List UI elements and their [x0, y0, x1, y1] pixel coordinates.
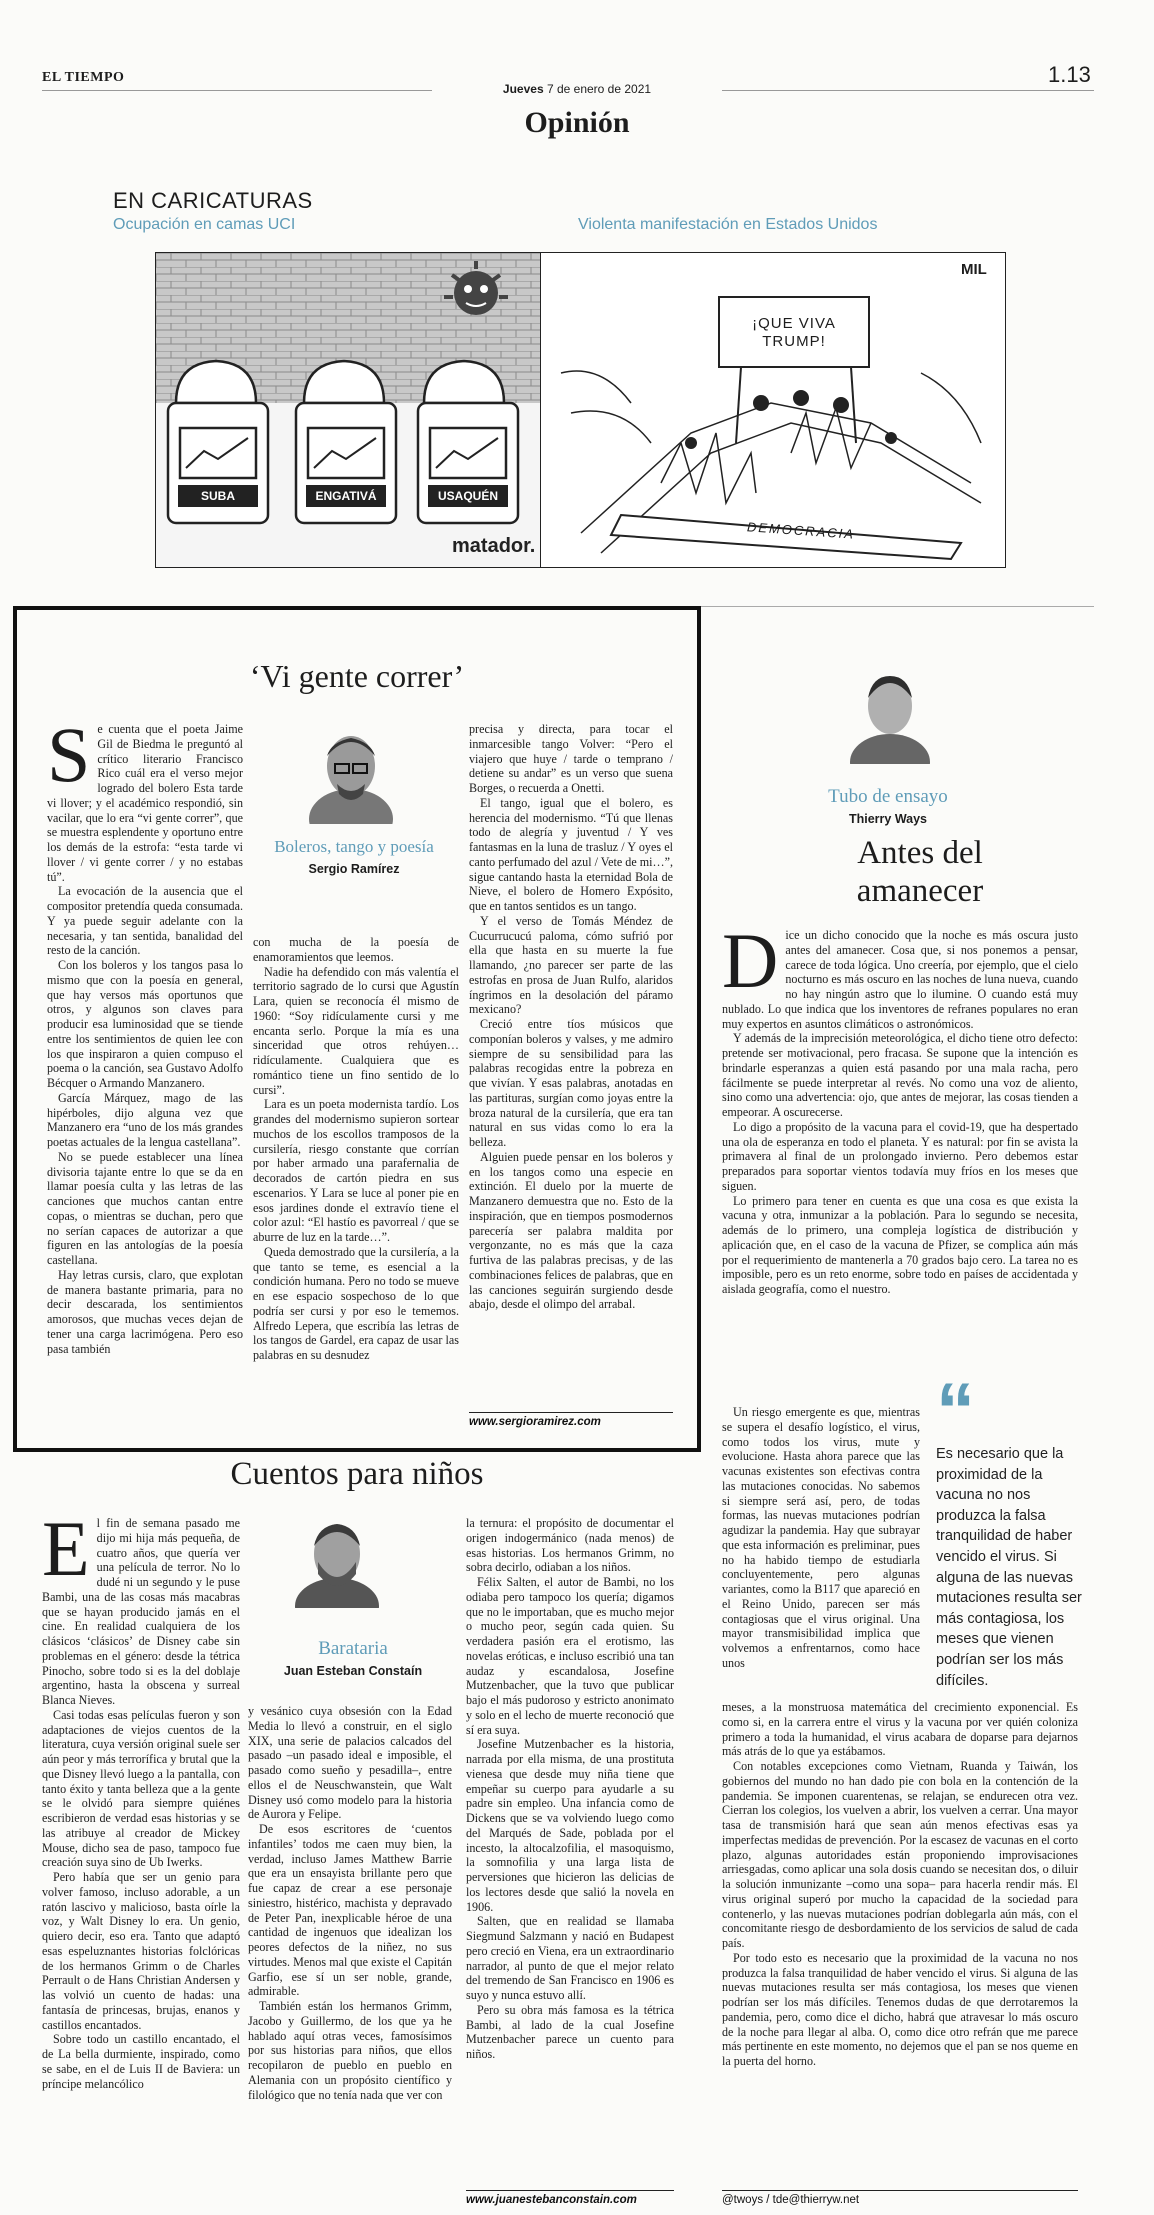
article1-author: Sergio Ramírez: [308, 862, 400, 876]
caption-left: Ocupación en camas UCI: [113, 216, 296, 233]
article3-web-rule: [722, 2190, 1078, 2191]
pull-quote-text: Es necesario que la proximidad de la vacuna no nos produzca la falsa tranquilidad de haber vencido el virus. Si alguna de las nuevas mutaciones resulta ser más contagiosa, los meses que vienen podrían ser los más difíciles.: [936, 1446, 1082, 1689]
article3-dropcap: D: [722, 917, 779, 1004]
pull-quote: [936, 1366, 1086, 1691]
article1-column-name: Boleros, tango y poesía: [274, 837, 434, 856]
article2-web-rule: [466, 2190, 674, 2191]
caption-right: Violenta manifestación en Estados Unidos: [578, 216, 878, 233]
article1-title: ‘Vi gente correr’: [249, 658, 465, 694]
article1-col3: precisa y directa, para tocar el inmarcesible tango Volver: “Pero el viajero que huye / tarde o temprano / detiene su andar” es un verso que suena Borges, o recuerda a Onetti. El tango, igual que el bolero, es herencia del modernismo. “Tú que llenas todo de alegría y juventud / Y ves fantasmas en la luna de trasluz / Y oyes el canto perfumado del azul / Vete de mi…”, sigue cantando hasta la eternidad Bola de Nieve, el bolero de Homero Expósito, que en tantos sentidos es un tango. Y el verso de Tomás Méndez de Cucurrucucú paloma, cómo sufrió por ella que hasta en su muerte la fue llamando, ¿no parecer ser parte de las estrofas en prosa de Juan Rulfo, alaridos íngrimos en la desolación del páramo mexicano? Creció entre tíos músicos que componían boleros y valses, y me admiro siempre de su sensibilidad para las palabras recogidas entre la pobreza en que vivían. Y esas palabras, anotadas en las partituras, surgían como joyas entre la broza natural de la cursilería, que era tan natural en sus vidas como lo era la belleza. Alguien puede pensar en los boleros y en los tangos como una especie en extinción. El duelo por la muerte de Manzanero demuestra que no. Esto de la inspiración, que en tiempos posmodernos parecería ser palabra maldita por vergonzante, no es más que la caza furtiva de las palabras precisas, y de las combinaciones felices de palabras, que en las canciones seguirán surgiendo desde abajo, desde el olimpo del arrabal.: [469, 722, 673, 1312]
paper-name: EL TIEMPO: [42, 70, 125, 85]
article3-title: Antes del amanecer: [856, 835, 984, 909]
page-date: Jueves 7 de enero de 2021: [502, 82, 652, 96]
democracia-ribbon: DEMOCRACIA: [746, 519, 856, 542]
article3-col-bottom: meses, a la monstruosa matemática del crecimiento exponencial. Es como si, en la carrera entre el virus y la vacuna por ver quién coloniza primero a toda la humanidad, el virus acabara de doparse para dejarnos más atrás de lo que ya estábamos. Con notables excepciones como Vietnam, Ruanda y Taiwán, los gobiernos del mundo no han dado pie con bola en la contención de la pandemia. Se imponen cuarentenas, se relajan, se endurecen otra vez. Cierran los colegios, los vuelven a abrir, los vuelven a cerrar. Una mayor tasa de transmisión hará que sean aún menos efectivas esas ya imperfectas medidas de prevención. Por la escasez de vacunas en el corto plazo, algunas autoridades están proponiendo improvisaciones arriesgadas, como aplicar una sola dosis cuando se necesitan dos, o diluir la solución inmunizante –como una sopa– para hacerla rendir más. El virus original superó por mucho la capacidad de la sociedad para contenerlo, y las nuevas mutaciones podrían doblegarla aún más, con el concomitante riesgo de desbordamiento de los servicios de salud de cada país. Por todo esto es necesario que la proximidad de la vacuna no nos produzca la falsa tranquilidad de haber vencido el virus. Si alguna de las nuevas mutaciones resulta ser más contagiosa, los meses que vienen podrían ser los más difíciles. Tenemos dudas de que derrotaremos la pandemia, pero, como dice el dicho, habrá que atravesar lo más oscuro de la noche para llegar al alba. O, como dice otro refrán que me parece más pertinente en este momento, no dejemos que el pan se nos queme en la puerta del horno.: [722, 1700, 1078, 2068]
article1-col1: S e cuenta que el poeta Jaime Gil de Biedma le preguntó al crítico literario Francisco Rico cuál era el verso mejor logrado del bolero Esta tarde vi llover; y el académico respondió, sin vacilar, que lo era “vi gente correr”, que se muestra esplendente y oportuno entre los demás de la estrofa: “esta tarde vi llover / vi gente correr / y no estabas tú”. La evocación de la ausencia que el compositor pretendía queda consumada. Y ya puede seguir adelante con la necesaria, y tan sentida, banalidad del resto de la canción. Con los boleros y los tangos pasa lo mismo que con la poesía en general, que hay versos más oportunos que otros, y algunos son claves para producir esa luminosidad que se tiende entre los sentimientos de quien lee con los que inspiraron a quien compuso el poema o la canción, sea Gustavo Adolfo Bécquer o Armando Manzanero. García Márquez, mago de las hipérboles, dijo alguna vez que Manzanero era “uno de los más grandes poetas actuales de la lengua castellana”. No se puede establecer una línea divisoria tajante entre lo que se da en llamar poesía culta y las letras de las canciones que muchos cantan entre copas, o mientras se duchan, pero que no serían capaces de autorizar a que figuren en las antologías de la poesía castellana. Hay letras cursis, claro, que explotan de manera bastante primaria, para no decir descarada, los sentimientos amorosos, que muchas veces dejan de tener una carga lacrimógena. Pero eso pasa también: [47, 711, 243, 1356]
article2-website-link[interactable]: www.juanestebanconstain.com: [466, 2194, 637, 2206]
article1-dropcap: S: [47, 711, 91, 798]
article1-website-link[interactable]: www.sergioramirez.com: [469, 1416, 601, 1428]
bed-label-usaquen: USAQUÉN: [437, 489, 498, 503]
author-photo-sergio: [307, 724, 395, 824]
article1-col2: con mucha de la poesía de enamoramientos que leemos. Nadie ha defendido con más valentía el territorio sagrado de lo cursi que Agustín Lara, quien se reconocía él mismo de 1960: “Soy ridículamente cursi y me encanta serlo. Porque la mía es una sinceridad que otros rehúyen… ridículamente. Cualquiera que es romántico tiene un fino sentido de lo cursi”. Lara es un poeta modernista tardío. Los grandes del modernismo supieron sortear muchos de los escollos tramposos de la cursilería, riesgo constante que corrían por haber armado una parafernalia de decorados de cartón piedra en sus escenarios. Y Lara se luce al poner pie en esos jardines donde el extravío tiene el color azul: “El hastío es pavorreal / que se aburre de luz en la tarde…”. Queda demostrado que la cursilería, a la que tanto se teme, es esencial a la condición humana. Pero no todo se mueve en ese espacio sospechoso de lo que podría ser cursi y por eso le tememos. Alfredo Lepera, que escribía las letras de los tangos de Gardel, era capaz de usar las palabras en su desnudez: [253, 935, 459, 1362]
author-photo-juan-esteban: [294, 1512, 380, 1608]
article1-web-rule: [469, 1412, 673, 1413]
section-title: Opinión: [524, 106, 630, 139]
quote-mark-icon: “: [936, 1366, 975, 1454]
bed-label-suba: SUBA: [200, 489, 235, 503]
article2-dropcap: E: [42, 1505, 90, 1592]
article2-column-name: Barataria: [318, 1638, 388, 1659]
article3-contact-link[interactable]: @twoys / tde@thierryw.net: [722, 2194, 860, 2206]
article2-col2: y vesánico cuya obsesión con la Edad Media lo llevó a construir, en el siglo XIX, una serie de palacios calcados del pasado –un pasado ideal e imposible, el pasado como sueño y pesadilla–, entre ellos el de Neuschwanstein, que Walt Disney usó como modelo para la historia de Aurora y Felipe. De esos escritores de ‘cuentos infantiles’ todos me caen muy bien, la verdad, incluso James Matthew Barrie que era un ensayista brillante pero que fue capaz de crear a ese personaje siniestro, histérico, machista y depravado de Peter Pan, inexplicable héroe de una cantidad de ingenuos que idealizan los peores defectos de la niñez, no sus virtudes. Menos mal que existe el Capitán Garfio, ese sí un ser noble, grande, admirable. También están los hermanos Grimm, Jacobo y Guillermo, de los que ya he hablado aquí otras veces, famosísimos por sus historias para niños, que ellos recopilaron de pueblo en pueblo en Alemania con un propósito científico y filológico que no tenía nada que ver con: [248, 1704, 452, 2102]
author-photo-thierry: [850, 664, 930, 764]
article3-col-mid: Un riesgo emergente es que, mientras se supera el desafío logístico, el virus, como todos los virus, mute y evolucione. Hasta ahora parece que las vacunas existentes son efectivas contra las mutaciones conocidas. No sabemos si siempre será así, pero, de todas formas, las nuevas mutaciones podrían agudizar la pandemia. Hay que subrayar que esta información es preliminar, pues no ha habido tiempo de estudiarla concluyentemente, pero algunas variantes, como la B117 que apareció en el Reino Unido, parecen ser más contagiosas que el virus original. Una mayor transmisibilidad implica que volvemos a enfrentarnos, como hace unos: [722, 1405, 920, 1670]
article3-author: Thierry Ways: [848, 812, 928, 826]
page-number: 1.13: [1048, 62, 1091, 87]
caricaturas-heading: EN CARICATURAS: [113, 188, 313, 213]
masthead-rule-right: [722, 90, 1094, 91]
bed-label-engativa: ENGATIVÁ: [315, 489, 377, 503]
article2-title: Cuentos para niños: [230, 1456, 484, 1492]
cartoonist-signature-left: matador.: [452, 535, 536, 557]
article2-col1: E l fin de semana pasado me dijo mi hija más pequeña, de cuatro años, que quería ver una película de terror. No lo dudé ni un segundo y le puse Bambi, una de las cosas más macabras que se hayan producido jamás en el cine. En realidad cualquiera de los clásicos ‘clásicos’ de Disney cabe sin problemas en el género: desde la tétrica Pinocho, sobre todo si es la del doblaje argentino, hasta la obscena y surreal Blanca Nieves. Casi todas esas películas fueron y son adaptaciones de viejos cuentos de la literatura, cuya versión original suele ser aún peor y más terrorífica y brutal que la que Disney llevó luego a la pantalla, con tanto éxito y tanta belleza que a la gente se le olvidó para siempre quiénes escribieron de verdad esas historias y se las atribuye al creador de Mickey Mouse, dicho sea de paso, tampoco fue creación suya sino de Ub Iwerks. Pero había que ser un genio para volver famoso, incluso adorable, a un ratón lascivo y malicioso, basta oírle la voz, y Walt Disney lo era. Un genio, quiero decir, eso era. Tanto que adaptó esas espeluznantes historias folclóricas de los hermanos Grimm o de Charles Perrault o de Hans Christian Andersen y las volvió un cuento de hadas: una fantasía de princesas, brujas, enanos y castillos encantados. Sobre todo un castillo encantado, el de La bella durmiente, inspirado, como se sabe, en el de Luis II de Baviera: un príncipe melancólico: [42, 1505, 240, 2091]
protest-sign-text: ¡QUE VIVA TRUMP!: [752, 315, 836, 350]
article3-col-top: D ice un dicho conocido que la noche es más oscura justo antes del amanecer. Cosa que, si nos ponemos a pensar, carece de toda lógica. Uno creería, por ejemplo, que el cielo nocturno es más oscuro en las noches de luna nueva, cuando no hay ningún astro que lo ilumine. O cuando está muy nublado. Lo que indica que los inventores de refranes populares no eran muy expertos en asuntos climáticos o astronómicos. Y además de la imprecisión meteorológica, el dicho tiene otro defecto: pretende ser motivacional, pero fracasa. Se supone que la intención es brindarle esperanzas a quien está pasando por una mala racha, pero fácilmente se puede interpretar al revés. No como una voz de aliento, sino como una advertencia: ojo, que antes de mejorar, las cosas tienden a empeorar. A oscurecerse. Lo digo a propósito de la vacuna para el covid-19, que ha despertado una ola de esperanza en todo el planeta. Y es natural: por fin se avista la primavera al final de un prolongado invierno. Pero debemos estar preparados para soportar vientos todavía muy fríos en los meses que siguen. Lo primero para tener en cuenta es que una cosa es que exista la vacuna y otra, inmunizar a la población. Para lo segundo se necesita, además de lo primero, una compleja logística de distribución y aplicación que, en el caso de la vacuna de Pfizer, se complica aún más por el requerimiento de mantenerla a 70 grados bajo cero. La tarea no es imposible, pero es un reto enorme, sobre todo en países de accidentada y aislada geografía, como el nuestro.: [722, 917, 1078, 1296]
cartoonist-signature-right: MIL: [961, 261, 987, 278]
cartoon-uci-beds: [155, 252, 541, 568]
article-vi-gente-correr: [13, 606, 701, 1452]
cartoon-capitol-riot: [540, 252, 1006, 568]
article3-column-name: Tubo de ensayo: [828, 786, 948, 807]
article2-author: Juan Esteban Constaín: [283, 1664, 423, 1678]
article2-col3: la ternura: el propósito de documentar el origen indogermánico (nada menos) de esas historias. Los hermanos Grimm, no sobra decirlo, odiaban a los niños. Félix Salten, el autor de Bambi, no los odiaba pero tampoco los quería; digamos que no le importaban, que es mucho mejor o mucho peor, según cada quien. Su verdadera pasión era el erotismo, las novelas eróticas, e incluso escribió una tan audaz y escandalosa, Josefine Mutzenbacher, que la tuvo que publicar bajo el más pudoroso y estricto anonimato y solo en el lecho de muerte reconoció que sí era suya. Josefine Mutzenbacher es la historia, narrada por ella misma, de una prostituta vienesa que desde muy niña tiene que empeñar su cuerpo para ayudarle a su padre sin empleo. Una infancia como de Dickens que se va volviendo luego como del Marqués de Sade, poblada por el incesto, la altocalzofilia, el masoquismo, la somnofilia y una larga lista de perversiones que hicieron las delicias de los lectores desde que salió la novela en 1906. Salten, que en realidad se llamaba Siegmund Salzmann y nació en Budapest pero creció en Viena, era un extraordinario narrador, al punto de que el mejor relato del tremendo de San Francisco en 1906 es suyo y nunca estuvo allí. Pero su obra más famosa es la tétrica Bambi, al lado de la cual Josefine Mutzenbacher parece un cuento para niños.: [466, 1516, 674, 2061]
